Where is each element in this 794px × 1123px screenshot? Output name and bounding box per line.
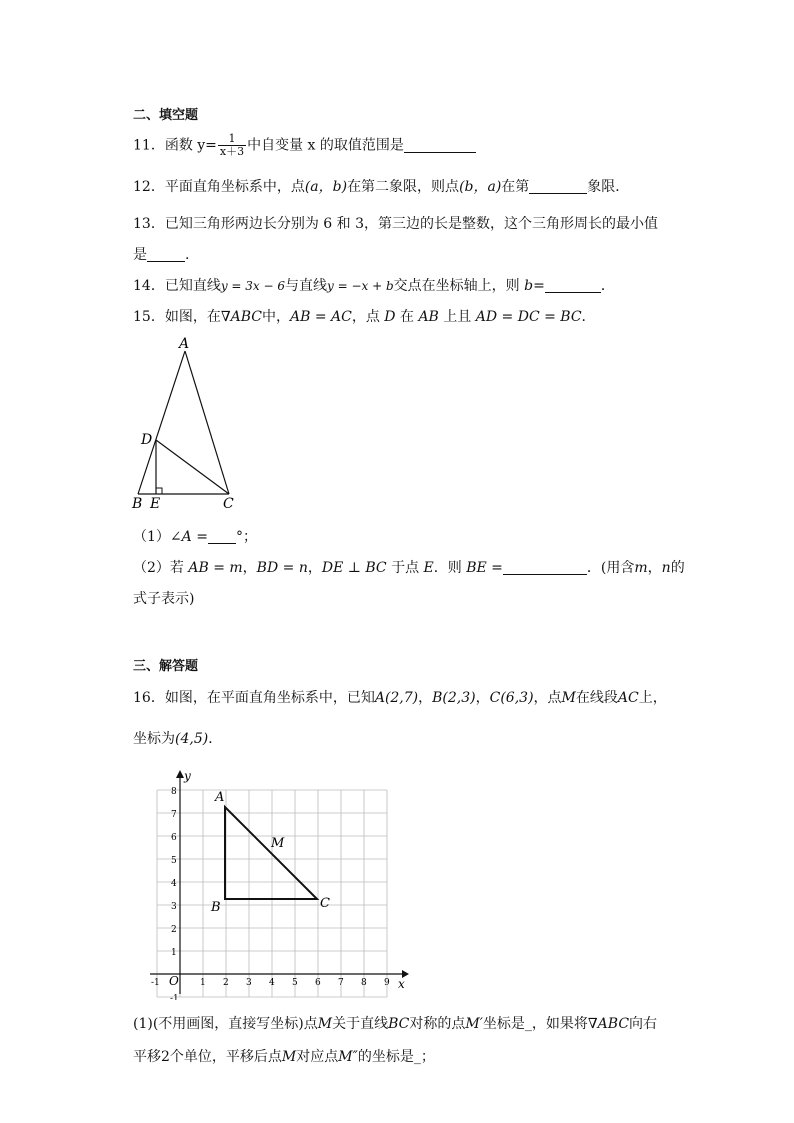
- x-tick-label: 6: [315, 978, 321, 988]
- q14-middle2: 交点在坐标轴上，则: [393, 278, 525, 294]
- y-tick-label: 3: [171, 902, 177, 912]
- y-tick-label: 7: [171, 810, 177, 820]
- y-tick-labels: [170, 787, 179, 1000]
- q15-sub2-mid2: ．则: [433, 560, 467, 576]
- q15-sub2-point-e: E: [423, 560, 434, 576]
- q15-sub2-cond3: DE ⊥ BC: [321, 560, 387, 576]
- q14-prefix: 14．已知直线: [133, 278, 221, 294]
- q14-var: b: [524, 278, 534, 294]
- q16-sub1-l2a: 平移: [133, 1049, 161, 1065]
- grid-label-c: C: [320, 896, 330, 911]
- q15-sub1: [133, 526, 257, 546]
- q16-point-b: B(2,3): [432, 690, 476, 706]
- q16-line2-coord: (4,5): [175, 731, 209, 747]
- question-12: [133, 176, 629, 196]
- q16-sub1-l2b: 个单位，平移后点: [169, 1049, 282, 1065]
- q15-sub1-angle: ∠A =: [169, 529, 208, 545]
- q16-point-a: A(2,7): [374, 690, 419, 706]
- q15-middle4: 上且: [438, 309, 476, 325]
- x-tick-label: 5: [292, 978, 298, 988]
- q16-sub1-m-b: M: [281, 1049, 297, 1065]
- q16-coordinate-grid: [140, 768, 410, 1000]
- question-11: [133, 133, 476, 158]
- q15-sub2-cond4: BE =: [466, 560, 503, 576]
- q15-sub2-comma: ，: [647, 560, 662, 576]
- q15-sub2-n: n: [661, 560, 671, 576]
- q16-sub1-tri: ∇ABC: [587, 1016, 630, 1032]
- q15-suffix: ．: [581, 309, 596, 325]
- x-tick-label: 3: [246, 978, 252, 988]
- q15-label-e: E: [150, 496, 161, 512]
- q13-line2-suffix: .: [185, 247, 190, 263]
- x-axis-label: x: [398, 977, 405, 991]
- q14-suffix: ．: [600, 278, 615, 294]
- q14-eq1: y = 3x − 6: [220, 279, 286, 293]
- x-tick-label: 8: [361, 978, 367, 988]
- y-tick-label: 1: [171, 948, 177, 958]
- q15-sub2-sep2: ，: [307, 560, 322, 576]
- q16-sub1-line2: [133, 1046, 435, 1066]
- question-13-line2: [133, 244, 189, 264]
- x-tick-label: 4: [269, 978, 275, 988]
- q15-label-a: A: [179, 336, 190, 352]
- q11-frac-num: 1: [218, 133, 246, 146]
- q15-sub2-end: 的: [670, 560, 685, 576]
- q14-eq2: y = −x + b: [327, 279, 394, 293]
- q12-point2: (b，a): [459, 179, 502, 195]
- q11-fraction: [218, 133, 246, 158]
- q13-line2-prefix: 是: [133, 247, 147, 263]
- q11-frac-den: x＋3: [219, 145, 245, 158]
- q15-triangle-figure: [125, 332, 255, 514]
- question-16-line1: [133, 687, 667, 707]
- question-14: [133, 275, 615, 295]
- q15-middle2: ，点: [351, 309, 385, 325]
- q15-sub2-line2: 式子表示): [133, 591, 195, 607]
- y-tick-label: 2: [171, 925, 177, 935]
- q16-sep2: ，: [475, 690, 490, 706]
- q15-cond2: AD = DC = BC: [475, 309, 582, 325]
- q16-sub1-d: 坐标是_，如果将: [482, 1016, 588, 1032]
- q16-sub1-m1: M′: [465, 1016, 483, 1032]
- q15-sub2-cond2: BD = n: [256, 560, 308, 576]
- q14-eq-sign: =: [533, 278, 545, 294]
- q15-sub2: [133, 557, 685, 577]
- q16-sub1-l2d: 的坐标是_；: [357, 1049, 435, 1065]
- x-tick-label: 9: [384, 978, 390, 988]
- grid-lines: [157, 790, 387, 997]
- q15-segment-dc: [156, 440, 229, 494]
- q12-answer-blank[interactable]: [529, 179, 587, 194]
- q16-sub1-line1: [133, 1013, 657, 1033]
- q15-prefix: 15．如图，在: [133, 309, 221, 325]
- q16-sub1-a: (1)(不用画图，直接写坐标)点: [133, 1016, 318, 1032]
- q13-answer-blank[interactable]: [147, 247, 185, 262]
- y-tick-label: -1: [170, 994, 179, 1000]
- question-16-line2: [133, 728, 222, 748]
- q16-middle: ，点: [533, 690, 562, 706]
- q15-segment: AB: [418, 309, 439, 325]
- q16-suffix: 上，: [638, 690, 667, 706]
- question-15: [133, 306, 596, 326]
- y-tick-label: 5: [171, 856, 177, 866]
- q16-prefix: 16．如图，在平面直角坐标系中，已知: [133, 690, 375, 706]
- q12-middle: 在第二象限，则点: [347, 179, 460, 195]
- q16-sub1-l2c: 对应点: [296, 1049, 339, 1065]
- q16-triangle-abc: [225, 807, 317, 899]
- x-tick-label: 2: [223, 978, 229, 988]
- q11-prefix: 11．函数 y=: [133, 137, 217, 154]
- q16-segment-ac: AC: [617, 690, 639, 706]
- q16-sub1-e: 向右: [629, 1016, 658, 1032]
- q14-middle: 与直线: [285, 278, 328, 294]
- q15-sub2-m: m: [634, 560, 648, 576]
- q15-label-b: B: [132, 496, 143, 512]
- y-tick-label: 8: [171, 787, 177, 797]
- q16-point-c: C(6,3): [489, 690, 534, 706]
- q16-line2-suffix: ．: [208, 731, 223, 747]
- q12-prefix: 12．平面直角坐标系中，点: [133, 179, 305, 195]
- q15-sub2-sep1: ，: [242, 560, 257, 576]
- y-axis-arrow-icon: [176, 770, 184, 778]
- q15-right-angle-mark: [156, 488, 162, 494]
- q15-sub2-tail: ．(用含: [586, 560, 635, 576]
- q15-cond1: AB = AC: [289, 309, 352, 325]
- q16-sub1-m: M: [317, 1016, 333, 1032]
- section-heading-fill-blank: 二、填空题: [133, 108, 199, 123]
- x-tick-labels: [151, 978, 390, 988]
- q16-sub1-b: 关于直线: [332, 1016, 389, 1032]
- y-tick-label: 4: [171, 879, 177, 889]
- q15-side-ab: [138, 351, 185, 494]
- q12-suffix: 象限．: [587, 179, 630, 195]
- q15-sub1-suffix: °；: [235, 529, 257, 545]
- grid-label-a: A: [215, 790, 225, 805]
- q15-side-ac: [185, 351, 229, 494]
- q15-sub2-cond1: AB = m: [188, 560, 243, 576]
- q15-sub2-answer-blank[interactable]: [503, 560, 587, 575]
- y-axis-label: y: [184, 769, 191, 783]
- q15-sub2-mid: 于点: [386, 560, 424, 576]
- origin-label: O: [169, 974, 179, 988]
- q15-sub1-answer-blank[interactable]: [208, 529, 236, 544]
- x-tick-label: 7: [338, 978, 344, 988]
- q11-answer-blank[interactable]: [404, 138, 476, 153]
- q16-sub1-bc: BC: [388, 1016, 410, 1032]
- x-tick-label: -1: [151, 978, 160, 988]
- q15-label-d: D: [141, 432, 153, 448]
- section-heading-solve: 三、解答题: [133, 659, 199, 674]
- q12-middle2: 在第: [501, 179, 530, 195]
- q14-answer-blank[interactable]: [545, 278, 601, 293]
- q16-point-m: M: [561, 690, 576, 706]
- q11-suffix: 中自变量 x 的取值范围是: [247, 137, 404, 154]
- q16-middle2: 在线段: [575, 690, 618, 706]
- q15-point-d: D: [384, 309, 396, 325]
- grid-label-b: B: [211, 900, 221, 915]
- q16-sub1-c: 对称的点: [409, 1016, 466, 1032]
- q16-sub1-two: 2: [161, 1049, 170, 1065]
- q15-sub1-prefix: （1）: [133, 529, 170, 545]
- q15-middle: 中，: [261, 309, 290, 325]
- q15-sub2-prefix: （2）若: [133, 560, 189, 576]
- q16-sub1-m2: M″: [338, 1049, 358, 1065]
- q12-point1: (a，b): [304, 179, 348, 195]
- q15-label-c: C: [223, 496, 234, 512]
- q15-triangle: ∇ABC: [220, 309, 262, 325]
- y-tick-label: 6: [171, 833, 177, 843]
- q16-line2-prefix: 坐标为: [133, 731, 175, 747]
- q15-middle3: 在: [395, 309, 419, 325]
- x-tick-label: 1: [200, 978, 206, 988]
- question-13-line1: 13．已知三角形两边长分别为 6 和 3，第三边的长是整数，这个三角形周长的最小值: [133, 216, 658, 232]
- q16-sep1: ，: [418, 690, 433, 706]
- grid-label-m: M: [271, 836, 285, 851]
